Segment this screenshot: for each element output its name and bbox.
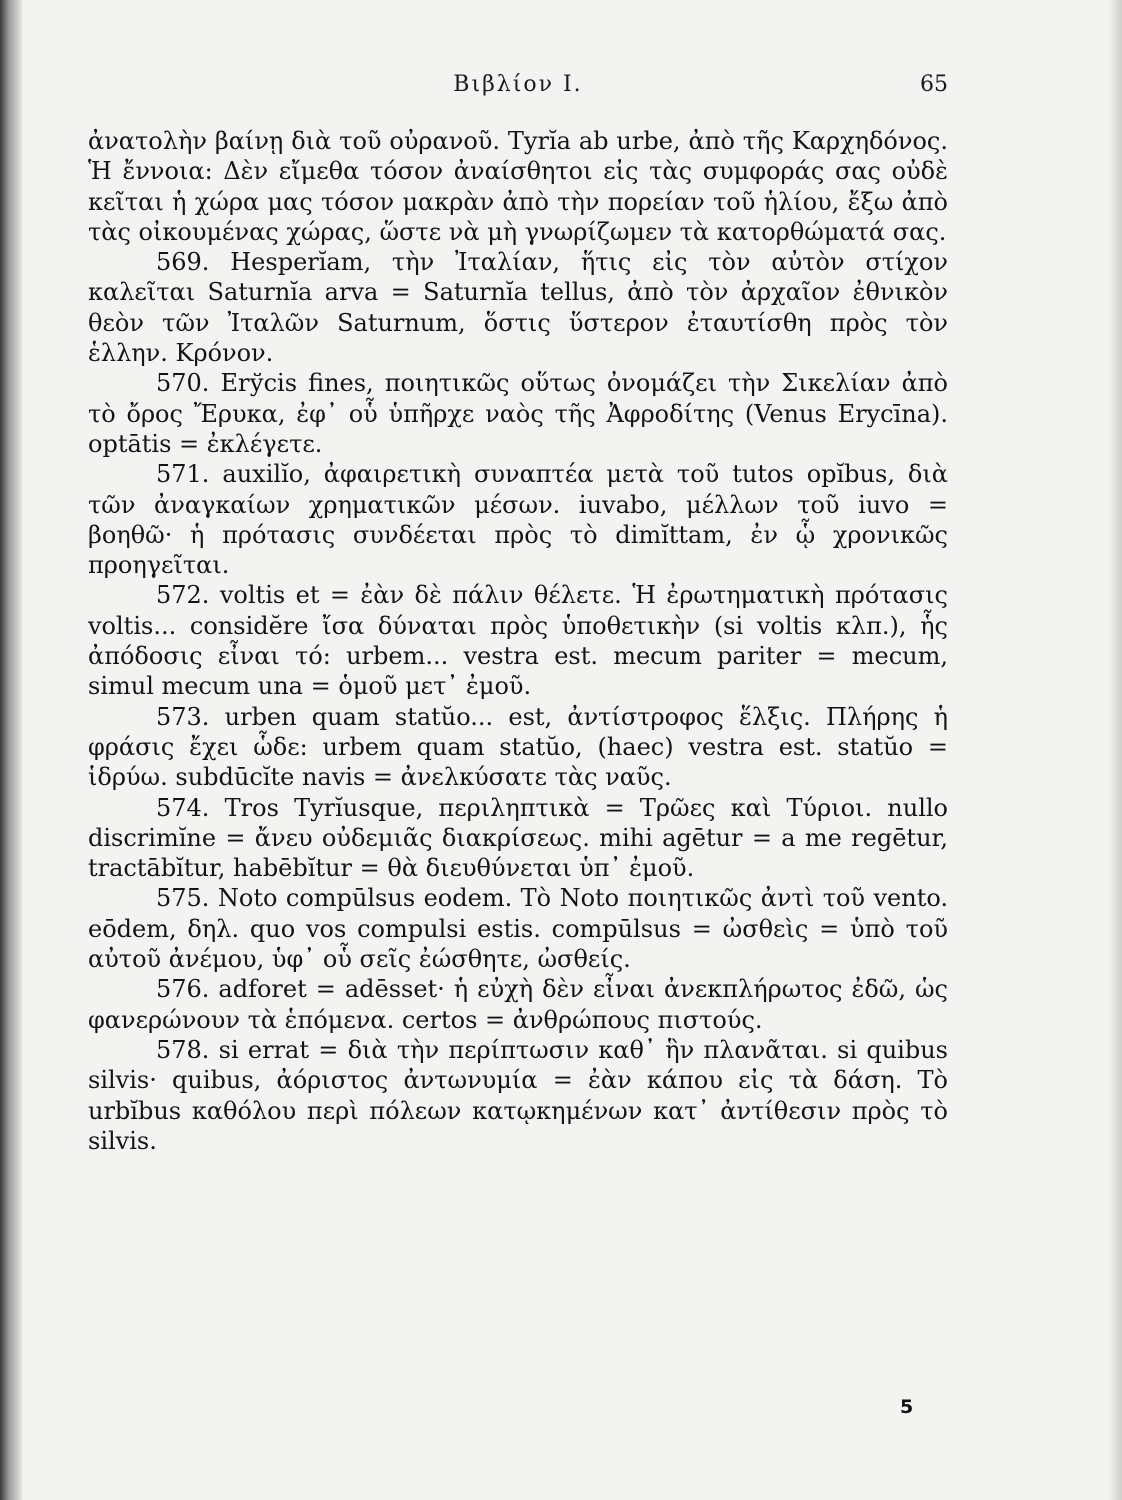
commentary-note-575: 575. Noto compūlsus eodem. Τὸ Noto ποιητικῶς ἀντὶ τοῦ vento. eōdem, δηλ. quo vos compulsi estis. compūlsus = ὠσθεὶς = ὑπὸ τοῦ αὐτοῦ ἀνέμου, ὑφ᾽ οὗ σεῖς ἐώσθητε, ὠσθείς. <box>88 884 948 974</box>
running-title: Βιβλίον Ι. <box>453 72 583 97</box>
commentary-note-574: 574. Tros Tyrĭusque, περιληπτικὰ = Τρῶες καὶ Τύριοι. nullo discrimĭne = ἄνευ οὐδεμιᾶς διακρίσεως. mihi agētur = a me regētur, tractābĭtur, habēbĭtur = θὰ διευθύνεται ὑπ᾽ ἐμοῦ. <box>88 793 948 883</box>
commentary-note-576: 576. adforet = adēsset· ἡ εὐχὴ δὲν εἶναι ἀνεκπλήρωτος ἐδῶ, ὡς φανερώνουν τὰ ἑπόμενα. certos = ἀνθρώπους πιστούς. <box>88 975 948 1034</box>
page-number: 65 <box>920 72 948 97</box>
commentary-text <box>88 126 948 1156</box>
commentary-note-569: 569. Hesperĭam, τὴν Ἰταλίαν, ἥτις εἰς τὸν αὐτὸν στίχον καλεῖται Saturnĭa arva = Saturnĭa tellus, ἀπὸ τὸν ἀρχαῖον ἐθνικὸν θεὸν τῶν Ἰταλῶν Saturnum, ὅστις ὕστερον ἐταυτίσθη πρὸς τὸν ἑλλην. Κρόνον. <box>88 248 948 368</box>
commentary-note-570: 570. Erўcis fines, ποιητικῶς οὕτως ὀνομάζει τὴν Σικελίαν ἀπὸ τὸ ὄρος Ἔρυκα, ἐφ᾽ οὗ ὑπῆρχε ναὸς τῆς Ἀφροδίτης (Venus Erycīna). optātis = ἐκλέγετε. <box>88 369 948 458</box>
commentary-note-573: 573. urben quam statŭo... est, ἀντίστροφος ἕλξις. Πλήρης ἡ φράσις ἔχει ὧδε: urbem quam statŭo, (haec) vestra est. statŭo = ἱδρύω. subdūcĭte navis = ἀνελκύσατε τὰς ναῦς. <box>88 702 948 792</box>
commentary-note-572: 572. voltis et = ἐὰν δὲ πάλιν θέλετε. Ἡ ἐρωτηματικὴ πρότασις voltis... considĕre ἴσα δύναται πρὸς ὑποθετικὴν (si voltis κλπ.), ἧς ἀπόδοσις εἶναι τό: urbem... vestra est. mecum pariter = mecum, simul mecum una = ὁμοῦ μετ᾽ ἐμοῦ. <box>88 581 948 701</box>
signature-mark: 5 <box>900 1396 914 1418</box>
commentary-paragraph-continued: ἀνατολὴν βαίνῃ διὰ τοῦ οὐρανοῦ. Tyrĭa ab urbe, ἀπὸ τῆς Καρχηδόνος. Ἡ ἔννοια: Δὲν εἴμεθα τόσον ἀναίσθητοι εἰς τὰς συμφοράς σας οὐδὲ κεῖται ἡ χώρα μας τόσον μακρὰν ἀπὸ τὴν πορείαν τοῦ ἡλίου, ἔξω ἀπὸ τὰς οἰκουμένας χώρας, ὥστε νὰ μὴ γνωρίζωμεν τὰ κατορθώματά σας. <box>88 127 948 246</box>
running-head <box>88 72 948 112</box>
commentary-note-571: 571. auxilĭo, ἀφαιρετικὴ συναπτέα μετὰ τοῦ tutos opĭbus, διὰ τῶν ἀναγκαίων χρηματικῶν μέσων. iuvabo, μέλλων τοῦ iuvo = βοηθῶ· ἡ πρότασις συνδέεται πρὸς τὸ dimĭttam, ἐν ᾧ χρονικῶς προηγεῖται. <box>88 460 948 580</box>
commentary-note-578: 578. si errat = διὰ τὴν περίπτωσιν καθ᾽ ἣν πλανᾶται. si quibus silvis· quibus, ἀόριστος ἀντωνυμία = ἐὰν κάπου εἰς τὰ δάση. Τὸ urbĭbus καθόλου περὶ πόλεων κατῳκημένων κατ᾽ ἀντίθεσιν πρὸς τὸ silvis. <box>88 1035 948 1155</box>
page-edge <box>1108 0 1122 1500</box>
spine-shadow <box>0 0 22 1500</box>
